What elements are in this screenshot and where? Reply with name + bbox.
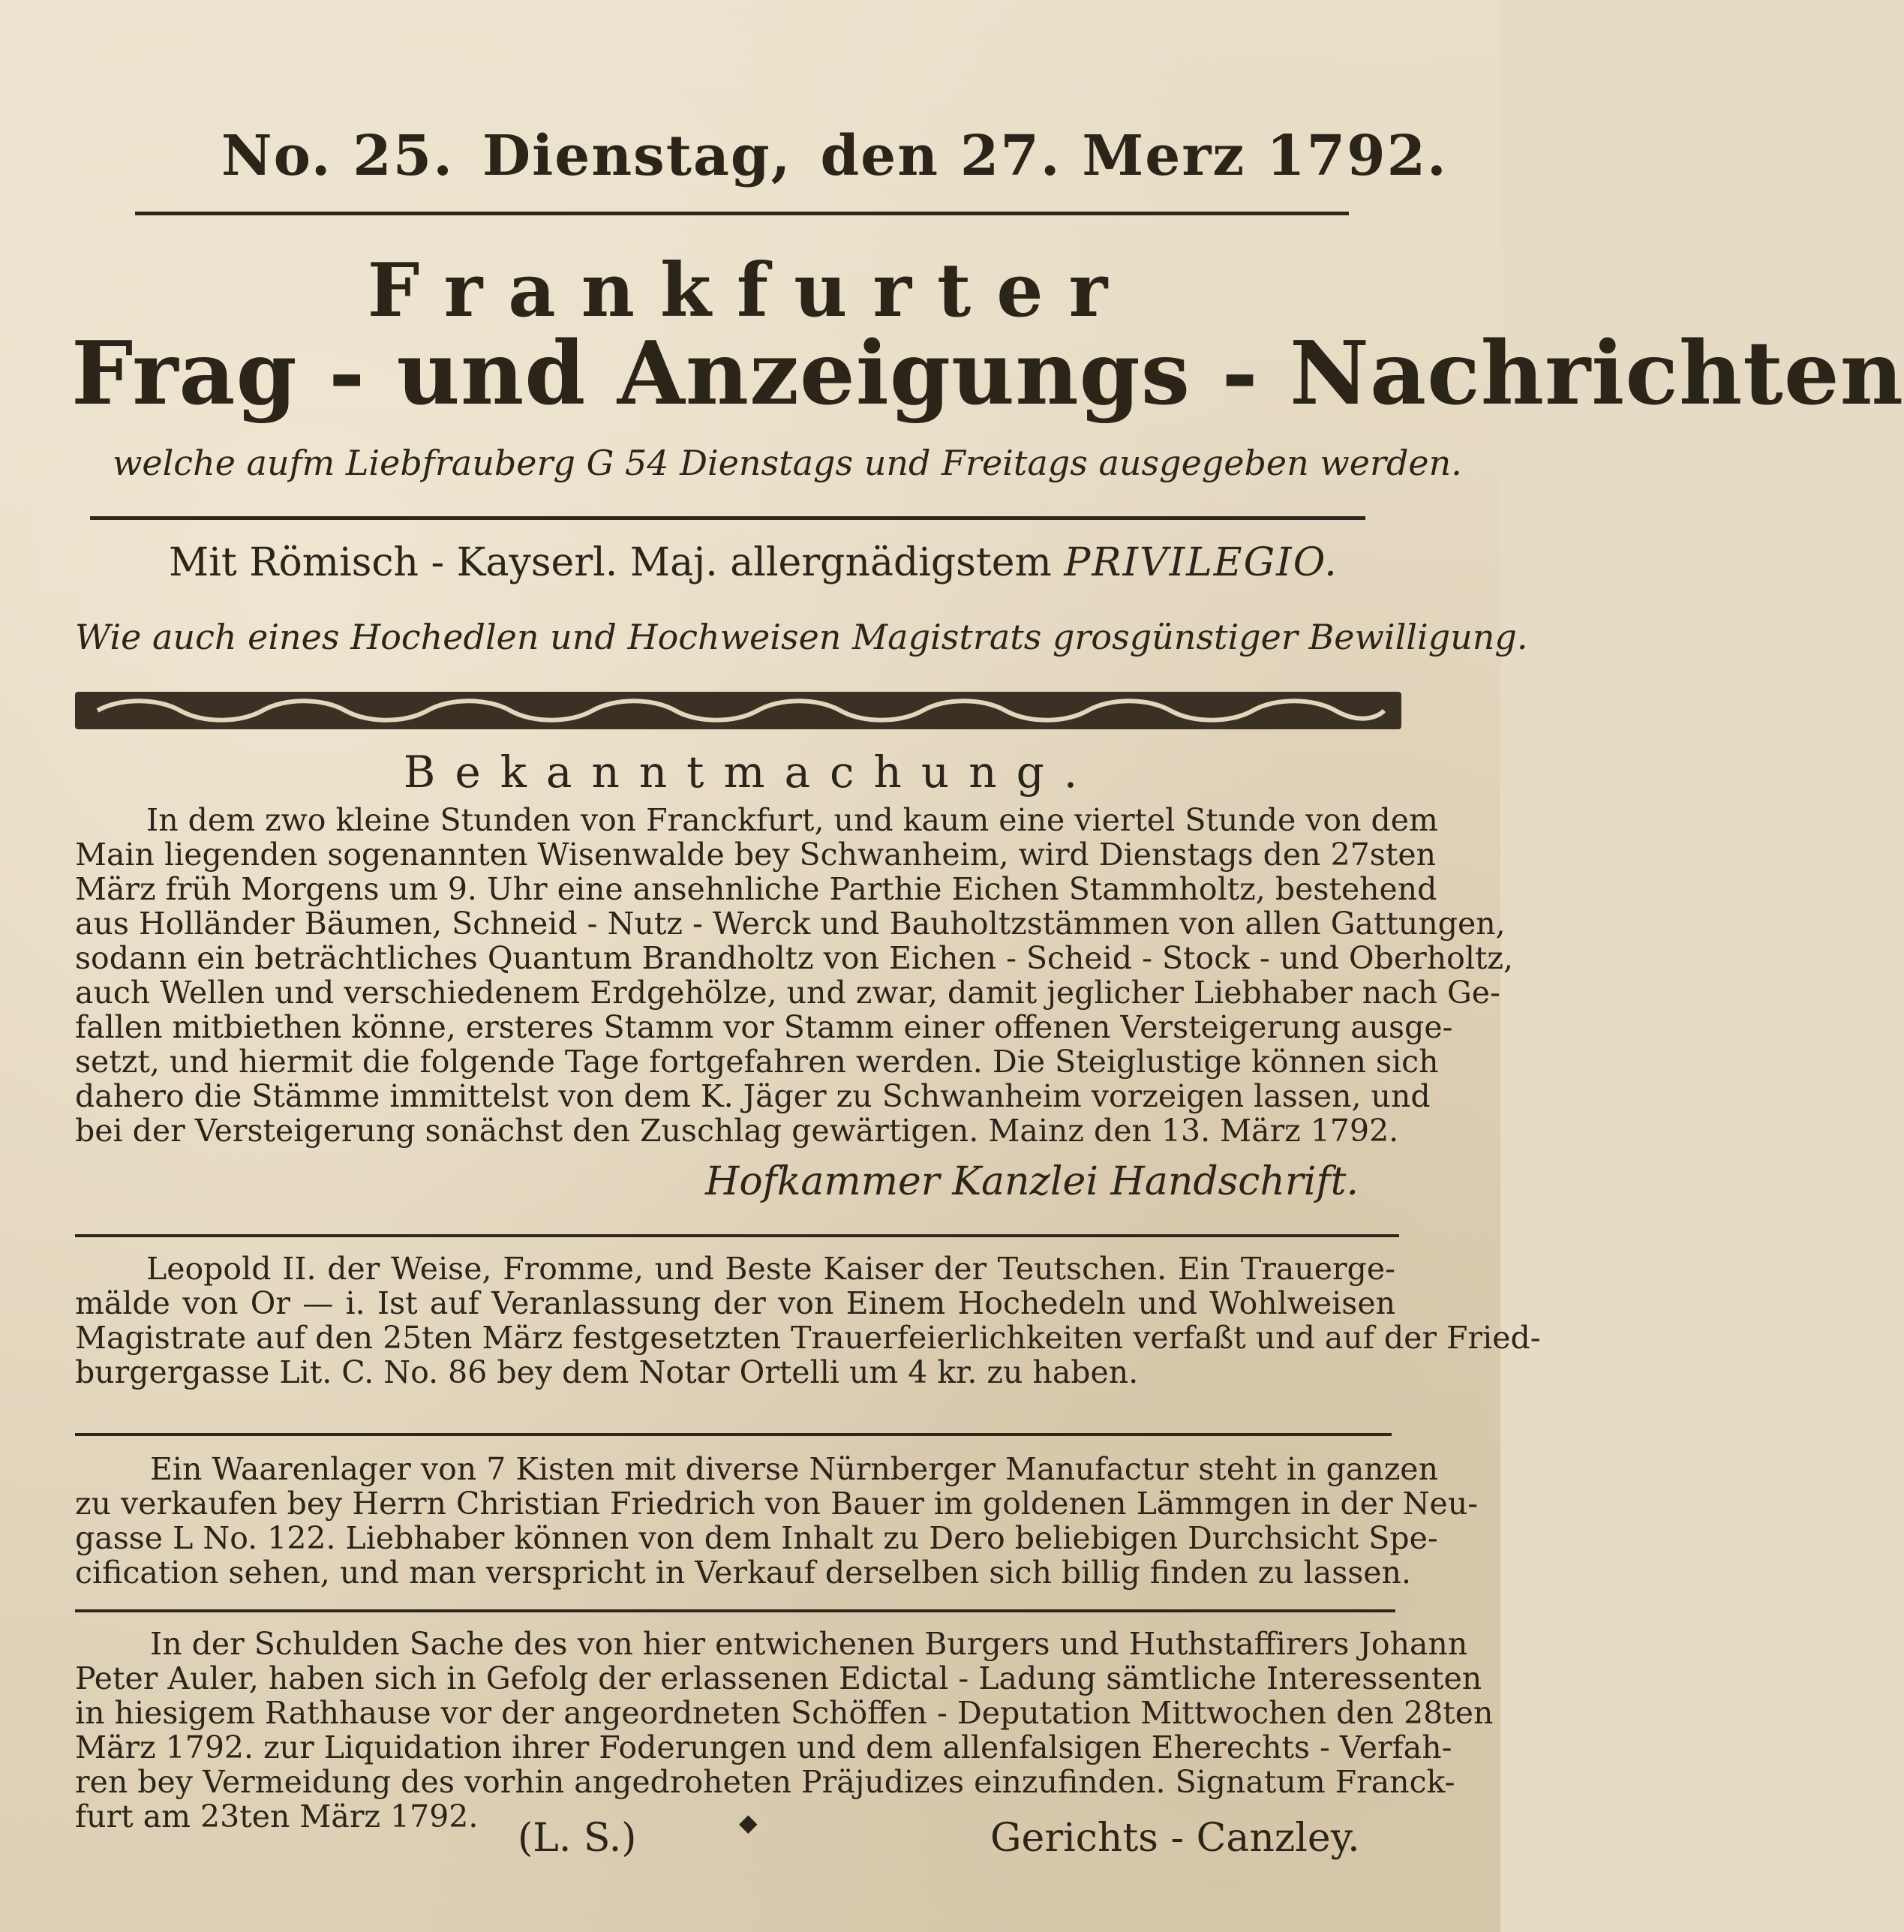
schulden-line: Peter Auler, haben sich in Gefolg der erlassenen Edictal - Ladung sämtliche Interessenten — [75, 1660, 1482, 1696]
schulden-line: In der Schulden Sache des von hier entwichenen Burgers und Huthstaffirers Johann — [150, 1626, 1468, 1662]
waarenlager-line: cification sehen, und man verspricht in Verkauf derselben sich billig finden zu lassen. — [75, 1555, 1411, 1591]
ornament-dot: ◆ — [739, 1808, 758, 1837]
masthead-rule — [90, 516, 1365, 520]
waarenlager-line: gasse L No. 122. Liebhaber können von dem Inhalt zu Dero beliebigen Durchsicht Spe- — [75, 1520, 1438, 1556]
ornament-chain-border — [75, 689, 1401, 732]
section-rule — [75, 1609, 1395, 1612]
announcement-line: setzt, und hiermit die folgende Tage fortgefahren werden. Die Steiglustige können sich — [75, 1044, 1439, 1080]
privilege-text: Mit Römisch - Kayserl. Maj. allergnädigstem — [169, 540, 1052, 585]
privilege-emphasis: PRIVILEGIO. — [1064, 540, 1338, 585]
announcement-signature: Hofkammer Kanzlei Handschrift. — [705, 1159, 1359, 1204]
issue-line — [221, 124, 1448, 188]
masthead-title-line1: Frankfurter — [367, 248, 1134, 334]
issue-number: No. 25. — [221, 124, 454, 188]
waarenlager-line: zu verkaufen bey Herrn Christian Friedrich von Bauer im goldenen Lämmgen in der Neu- — [75, 1486, 1479, 1522]
announcement-heading: Bekanntmachung. — [403, 747, 1098, 798]
waarenlager-line: Ein Waarenlager von 7 Kisten mit diverse Nürnberger Manufactur steht in ganzen — [150, 1451, 1438, 1487]
announcement-line: fallen mitbiethen könne, ersteres Stamm vor Stamm einer offenen Versteigerung ausge- — [75, 1009, 1453, 1045]
issue-day: Dienstag, — [482, 124, 792, 188]
announcement-line: März früh Morgens um 9. Uhr eine ansehnliche Parthie Eichen Stammholtz, bestehend — [75, 871, 1437, 907]
section-rule — [75, 1433, 1392, 1436]
leopold-line: Leopold II. der Weise, Fromme, und Beste Kaiser der Teutschen. Ein Trauerge- — [146, 1251, 1395, 1287]
announcement-line: auch Wellen und verschiedenem Erdgehölze, und zwar, damit jeglicher Liebhaber nach Ge- — [75, 975, 1500, 1011]
masthead-title-line2: Frag - und Anzeigungs - Nachrichten — [71, 323, 1904, 425]
privilege-line — [169, 540, 1338, 585]
court-signature: Gerichts - Canzley. — [990, 1816, 1360, 1861]
schulden-line: März 1792. zur Liquidation ihrer Foderungen und dem allenfalsigen Eherechts - Verfah- — [75, 1729, 1452, 1765]
schulden-line: furt am 23ten März 1792. — [75, 1798, 479, 1834]
schulden-line: in hiesigem Rathhause vor der angeordneten Schöffen - Deputation Mittwochen den 28ten — [75, 1695, 1494, 1731]
announcement-line: dahero die Stämme immittelst von dem K. Jäger zu Schwanheim vorzeigen lassen, und — [75, 1078, 1431, 1114]
leopold-line: burgergasse Lit. C. No. 86 bey dem Notar Ortelli um 4 kr. zu haben. — [75, 1354, 1139, 1390]
issue-date: den 27. Merz 1792. — [820, 124, 1448, 188]
masthead-subtitle: welche aufm Liebfrauberg G 54 Dienstags und Freitags ausgegeben werden. — [113, 443, 1462, 483]
announcement-line: bei der Versteigerung sonächst den Zuschlag gewärtigen. Mainz den 13. März 1792. — [75, 1113, 1399, 1149]
announcement-line: aus Holländer Bäumen, Schneid - Nutz - Werck und Bauholtzstämmen von allen Gattungen, — [75, 906, 1506, 942]
section-rule — [75, 1234, 1399, 1237]
schulden-line: ren bey Vermeidung des vorhin angedroheten Präjudizes einzufinden. Signatum Franck- — [75, 1764, 1455, 1800]
leopold-line: mälde von Or — i. Ist auf Veranlassung der von Einem Hochedeln und Wohlweisen — [75, 1285, 1395, 1321]
leopold-line: Magistrate auf den 25ten März festgesetzten Trauerfeierlichkeiten verfaßt und auf der Fried- — [75, 1320, 1541, 1356]
announcement-line: In dem zwo kleine Stunden von Franckfurt, und kaum eine viertel Stunde von dem — [146, 802, 1438, 838]
permission-line: Wie auch eines Hochedlen und Hochweisen Magistrats grosgünstiger Bewilligung. — [75, 617, 1528, 657]
announcement-line: Main liegenden sogenannten Wisenwalde bey Schwanheim, wird Dienstags den 27sten — [75, 837, 1436, 873]
top-rule — [135, 212, 1349, 215]
seal-mark: (L. S.) — [518, 1816, 637, 1861]
announcement-line: sodann ein beträchtliches Quantum Brandholtz von Eichen - Scheid - Stock - und Oberholtz, — [75, 940, 1514, 976]
